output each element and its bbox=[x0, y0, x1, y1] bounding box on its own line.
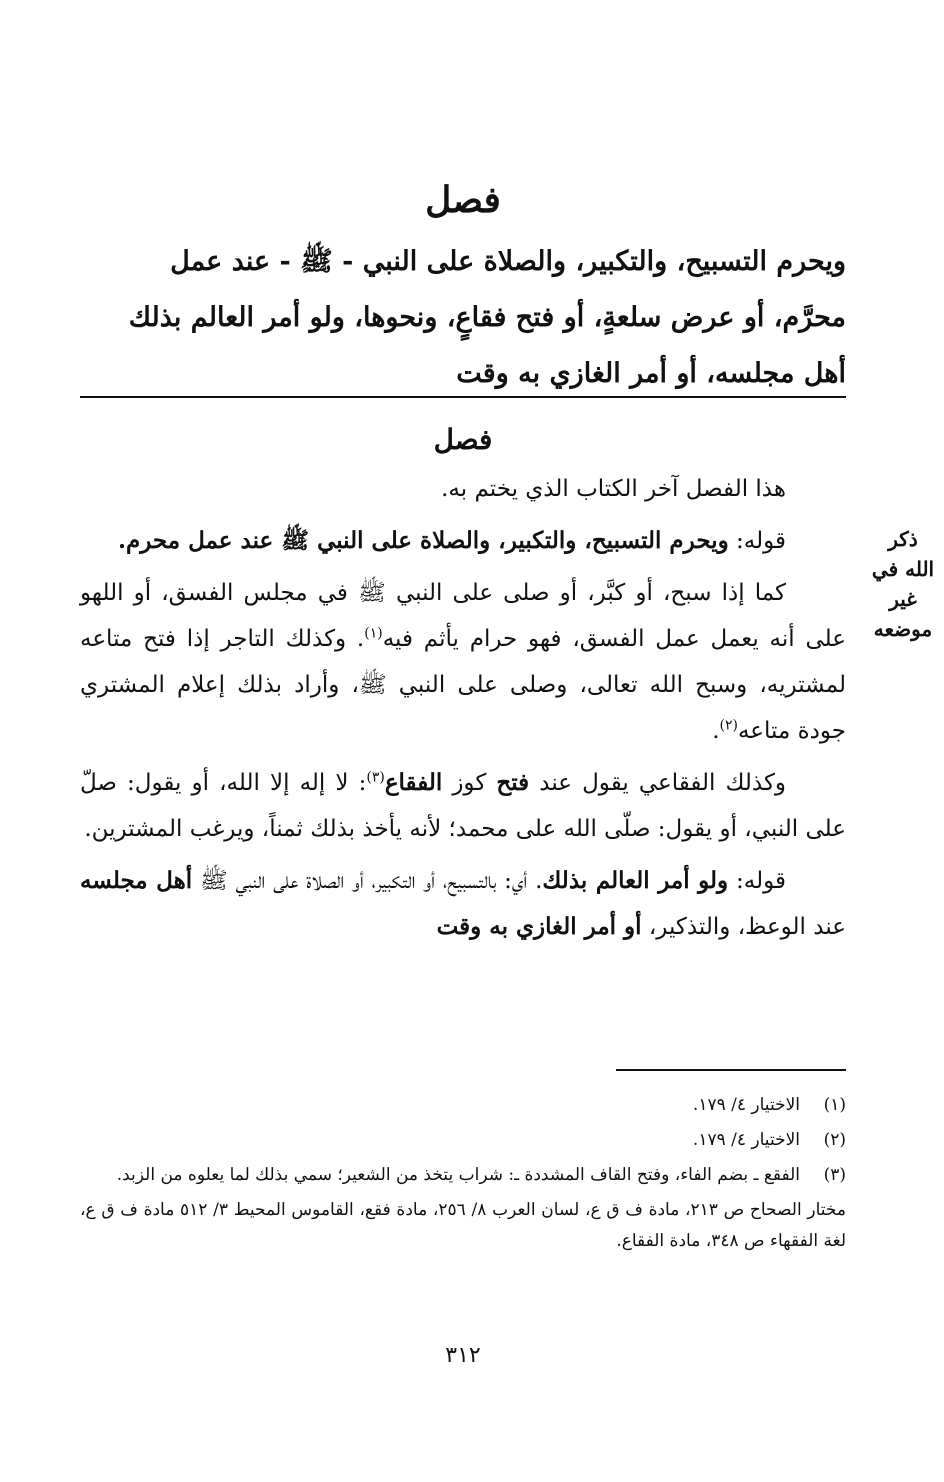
footnote-text: الفقع ـ بضم الفاء، وفتح القاف المشددة ـ: شراب يتخذ من الشعير؛ سمي بذلك لما يعلوه من الزبد. bbox=[116, 1165, 800, 1185]
side-note-line: الله في bbox=[871, 557, 935, 581]
sharh-paragraph bbox=[80, 858, 846, 950]
footnote-separator-rule bbox=[616, 1069, 846, 1071]
footnote-number: (٣) bbox=[823, 1165, 846, 1185]
matn-line: محرَّم، أو عرض سلعةٍ، أو فتح فقاعٍ، ونحوها، ولو أمر العالم بذلك bbox=[128, 302, 846, 333]
quoted-matn: أهل مجلسه bbox=[80, 867, 193, 894]
footnote bbox=[80, 1090, 846, 1121]
footnote bbox=[80, 1160, 846, 1191]
side-note-line: موضعه bbox=[873, 617, 933, 641]
paragraph-text: قوله: bbox=[728, 528, 786, 554]
paragraph-text: قوله: bbox=[728, 868, 786, 894]
side-note-line: ذكر bbox=[888, 527, 918, 551]
quoted-matn: الفقاع bbox=[384, 769, 443, 796]
footnote-number: (٢) bbox=[823, 1130, 846, 1150]
footnote bbox=[80, 1125, 846, 1156]
matn-text-block bbox=[80, 234, 846, 402]
paragraph-text: . وكذلك التاجر إذا فتح متاعه لمشتريه، وسبح الله تعالى، وصلى على النبي ﷺ، وأراد بذلك إعلام المشتري جودة متاعه bbox=[80, 626, 846, 744]
footnote-continuation: مختار الصحاح ص ٢١٣، مادة ف ق ع، لسان العرب ٨/ ٢٥٦، مادة فقع، القاموس المحيط ٣/ ٥١٢ مادة ف ق ع، لغة الفقهاء ص ٣٤٨، مادة الفقاع. bbox=[80, 1200, 846, 1251]
side-note-line: غير bbox=[889, 587, 917, 611]
paragraph-text: هذا الفصل آخر الكتاب الذي يختم به. bbox=[441, 476, 786, 502]
sharh-paragraph bbox=[80, 466, 846, 512]
quoted-matn: فتح bbox=[496, 769, 530, 796]
sharh-paragraph bbox=[80, 518, 846, 564]
footnote-text: الاختيار ٤/ ١٧٩. bbox=[692, 1095, 800, 1115]
paragraph-text: كما إذا سبح، أو كبَّر، أو صلى على النبي ﷺ في مجلس الفسق، أو اللهو على أنه يعمل عمل الفسق، فهو حرام يأثم فيه bbox=[80, 580, 846, 652]
matn-separator-rule bbox=[80, 396, 846, 398]
footnotes-block bbox=[80, 1090, 846, 1257]
sharh-paragraph bbox=[80, 570, 846, 754]
quoted-matn: ويحرم التسبيح، والتكبير، والصلاة على النبي ﷺ عند عمل محرم. bbox=[117, 527, 729, 554]
footnote-text: الاختيار ٤/ ١٧٩. bbox=[692, 1130, 800, 1150]
sharh-section-heading: فصل bbox=[433, 423, 493, 456]
page-number: ٣١٢ bbox=[445, 1343, 481, 1368]
footnote-number: (١) bbox=[823, 1095, 846, 1115]
matn-section-heading: فصل bbox=[425, 179, 501, 221]
sharh-paragraph bbox=[80, 760, 846, 852]
matn-line: أهل مجلسه، أو أمر الغازي به وقت bbox=[456, 358, 846, 389]
paragraph-text: . bbox=[712, 718, 720, 744]
paragraph-text: : لا إله إلا الله، أو يقول: صلّ على النبي، أو يقول: صلّى الله على محمد؛ لأنه يأخذ بذلك ثمناً، ويرغب المشترين. bbox=[80, 770, 846, 842]
paragraph-text: كوز bbox=[442, 770, 497, 796]
footnote-ref: (٢) bbox=[719, 717, 738, 734]
paragraph-text: . أي: بالتسبيح، أو التكبير، أو الصلاة على النبي ﷺ bbox=[192, 868, 543, 894]
sharh-text-block bbox=[80, 466, 846, 956]
margin-side-note bbox=[868, 524, 938, 644]
matn-line: ويحرم التسبيح، والتكبير، والصلاة على النبي - ﷺ - عند عمل bbox=[170, 246, 846, 277]
paragraph-text: وكذلك الفقاعي يقول عند bbox=[529, 770, 787, 796]
paragraph-text: عند الوعظ، والتذكير، bbox=[641, 914, 846, 940]
quoted-matn: ولو أمر العالم بذلك bbox=[542, 867, 729, 894]
footnote-ref: (١) bbox=[364, 625, 383, 642]
footnote-ref: (٣) bbox=[366, 769, 385, 786]
quoted-matn: أو أمر الغازي به وقت bbox=[436, 913, 642, 940]
